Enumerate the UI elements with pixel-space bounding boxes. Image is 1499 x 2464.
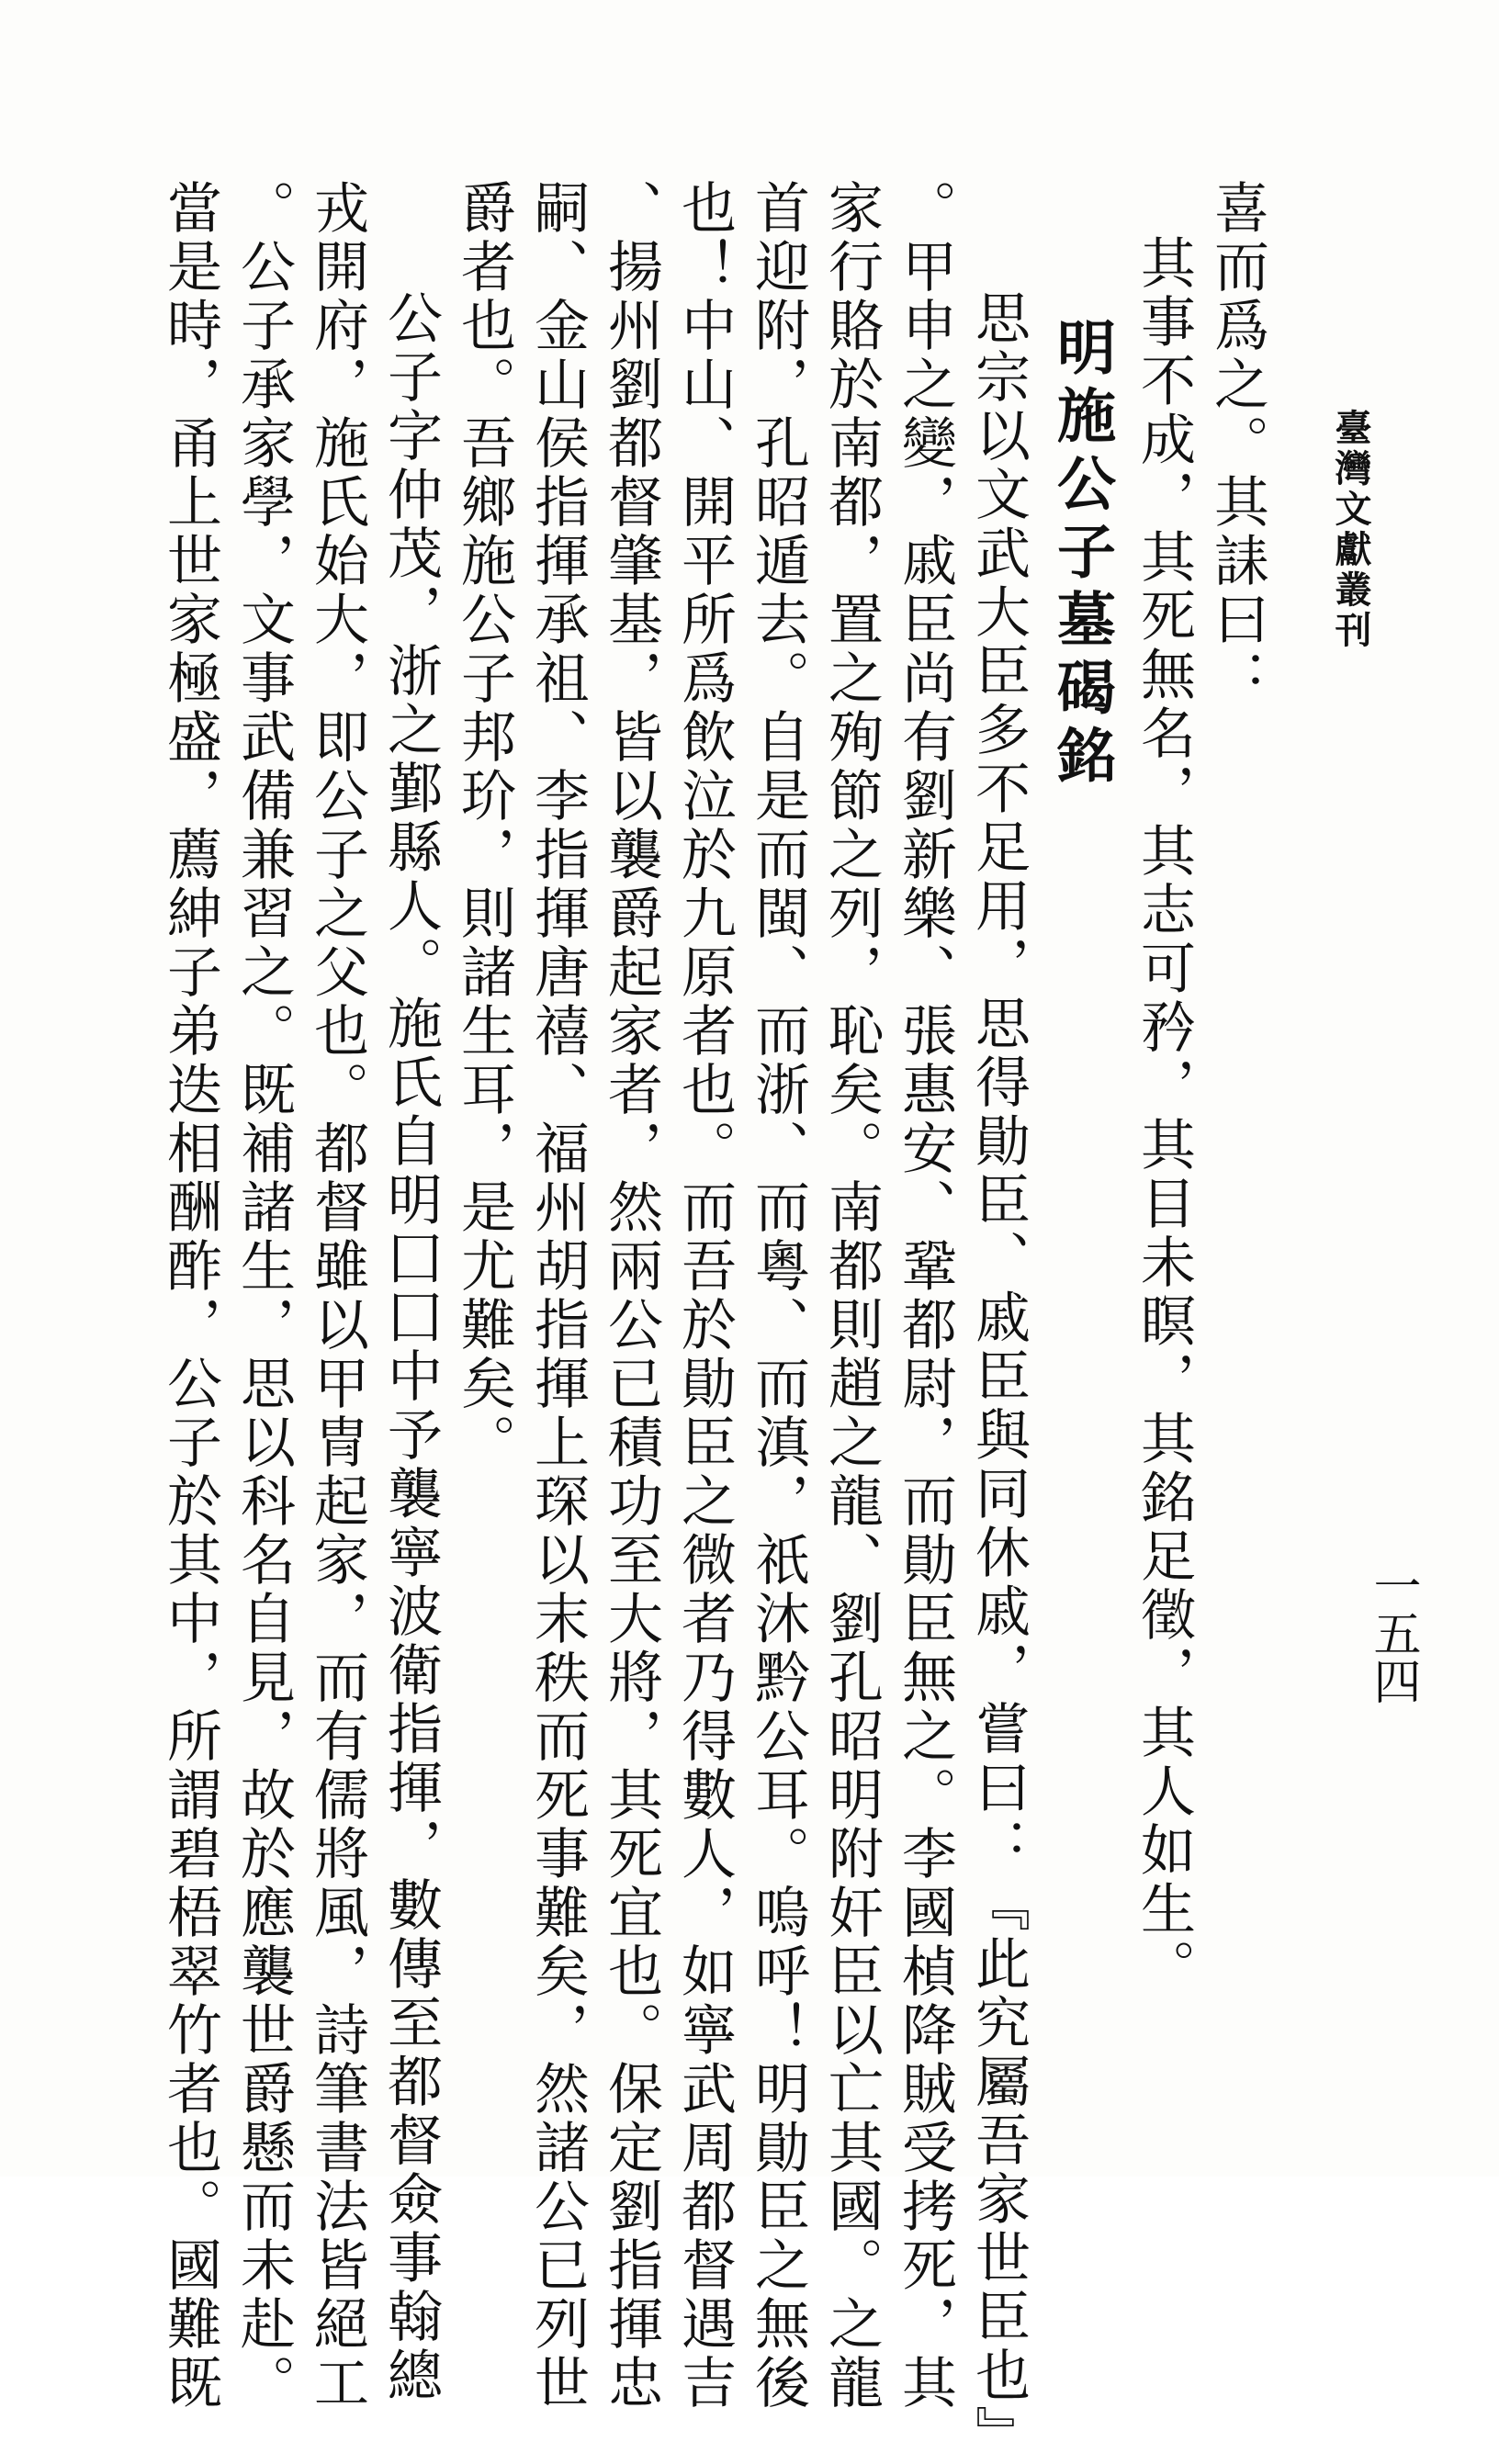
text-line: 。甲申之變，戚臣尚有劉新樂、張惠安、鞏都尉，而勛臣無之。李國楨降賊受拷死，其 [893, 179, 957, 2413]
running-title: 臺灣文獻叢刊 [1329, 409, 1372, 651]
page-number: 一五四 [1365, 1561, 1420, 1705]
text-line: 嗣、金山侯指揮承祖、李指揮唐禧、福州胡指揮上琛以末秩而死事難矣，然諸公已列世 [525, 179, 590, 2413]
text-line: 戎開府，施氏始大，即公子之父也。都督雖以甲冑起家，而有儒將風，詩筆書法皆絕工 [305, 179, 369, 2413]
text-line: 爵者也。吾鄉施公子邦玠，則諸生耳，是尤難矣。 [452, 179, 516, 1472]
text-line: 。公子承家學，文事武備兼習之。既補諸生，思以科名自見，故於應襲世爵懸而未赴。 [231, 179, 296, 2413]
text-line: 當是時，甬上世家極盛，薦紳子弟迭相酬酢，公子於其中，所謂碧梧翠竹者也。國難既 [158, 179, 222, 2413]
text-line: 首迎附，孔昭遁去。自是而閩、而浙、而粵、而滇，祇沐黔公耳。嗚呼！明勛臣之無後 [746, 179, 810, 2413]
text-line: 、揚州劉都督肇基，皆以襲爵起家者，然兩公已積功至大將，其死宜也。保定劉指揮忠 [599, 179, 663, 2413]
intro-line: 喜而爲之。其誄曰： [1205, 179, 1269, 708]
text-line: 家行賂於南都，置之殉節之列，恥矣。南都則趙之龍、劉孔昭明附奸臣以亡其國。之龍 [819, 179, 884, 2413]
text-line: 思宗以文武大臣多不足用，思得勛臣、戚臣與同休戚，嘗曰：『此究屬吾家世臣也』 [966, 289, 1031, 2464]
text-line: 公子字仲茂，浙之鄞縣人。施氏自明囗囗中予襲寧波衛指揮，數傳至都督僉事翰總 [378, 289, 443, 2405]
section-title: 明施公子墓碣銘 [1047, 317, 1116, 793]
text-line: 也！中山、開平所爲飲泣於九原者也。而吾於勛臣之微者乃得數人，如寧武周都督遇吉 [672, 179, 737, 2413]
main-text [153, 179, 1274, 2464]
elegy-line: 其事不成，其死無名，其志可矜，其目未瞑，其銘足徵，其人如生。 [1132, 234, 1196, 1997]
